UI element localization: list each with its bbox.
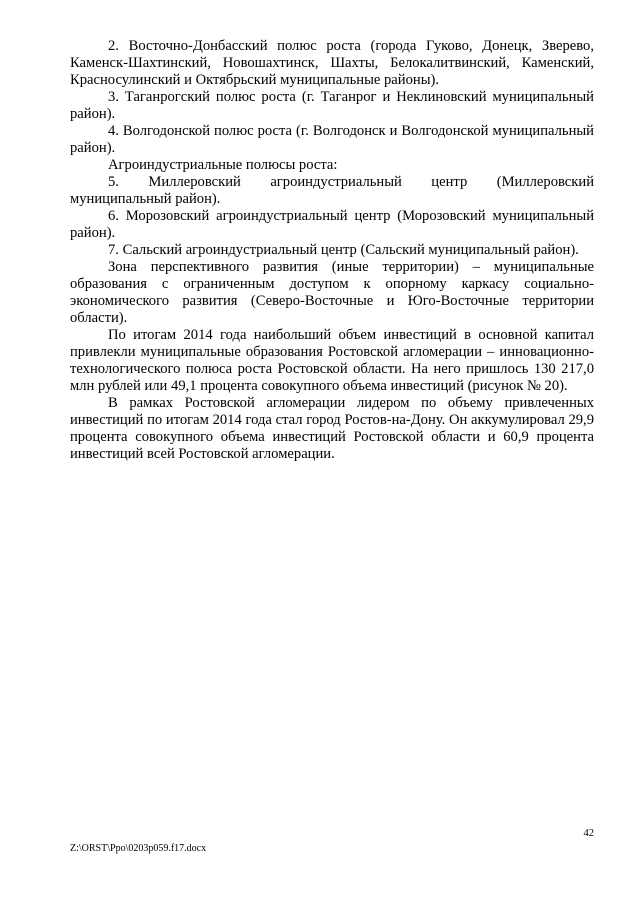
paragraph-prospective-zone: Зона перспективного развития (иные территории) – муниципальные образования с ограниченным доступом к опорному каркасу социально-экономического развития (Северо-Восточные и Юго-Восточные территории области).: [70, 259, 594, 326]
paragraph-millerovo-center: 5. Миллеровский агроиндустриальный центр (Миллеровский муниципальный район).: [70, 174, 594, 207]
document-body: [70, 38, 594, 463]
paragraph-morozovsk-center: 6. Морозовский агроиндустриальный центр (Морозовский муниципальный район).: [70, 208, 594, 241]
paragraph-agro-poles-heading: Агроиндустриальные полюсы роста:: [108, 157, 338, 173]
paragraph-taganrog-pole: 3. Таганрогский полюс роста (г. Таганрог и Неклиновский муниципальный район).: [70, 89, 594, 122]
paragraph-east-donbass-pole: 2. Восточно-Донбасский полюс роста (города Гуково, Донецк, Зверево, Каменск-Шахтинский, Новошахтинск, Шахты, Белокалитвинский, Каменский, Красносулинский и Октябрьский муниципальные районы).: [70, 38, 594, 88]
footer-file-path: Z:\ORST\Ppo\0203p059.f17.docx: [70, 843, 207, 854]
paragraph-salsk-center: 7. Сальский агроиндустриальный центр (Сальский муниципальный район).: [108, 242, 579, 258]
paragraph-investment-2014: По итогам 2014 года наибольший объем инвестиций в основной капитал привлекли муниципальные образования Ростовской агломерации – инновационно-технологического полюса роста Ростовской области. На него пришлось 130 217,0 млн рублей или 49,1 процента совокупного объема инвестиций (рисунок № 20).: [70, 327, 594, 394]
paragraph-rostov-leader: В рамках Ростовской агломерации лидером по объему привлеченных инвестиций по итогам 2014 года стал город Ростов-на-Дону. Он аккумулировал 29,9 процента совокупного объема инвестиций Ростовской области и 60,9 процента инвестиций всей Ростовской агломерации.: [70, 395, 594, 462]
paragraph-volgodonsk-pole: 4. Волгодонской полюс роста (г. Волгодонск и Волгодонской муниципальный район).: [70, 123, 594, 156]
page-number: 42: [583, 828, 594, 839]
